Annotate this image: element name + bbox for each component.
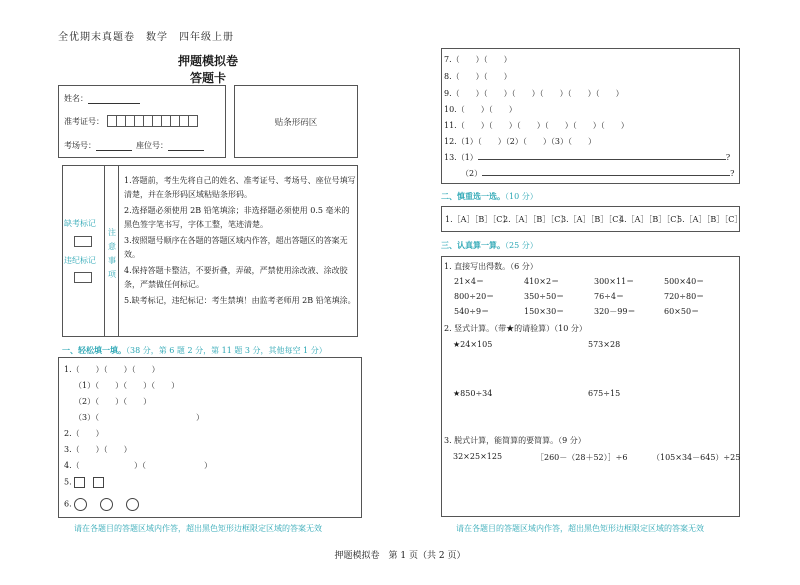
name-field[interactable]: 姓名： bbox=[64, 93, 140, 104]
q2-answers[interactable]: 2.（ ） bbox=[64, 429, 104, 438]
violation-mark-box[interactable] bbox=[74, 272, 92, 283]
q3-answers[interactable]: 3.（ ）（ ） bbox=[64, 445, 132, 454]
choice-2[interactable]: 2.［A］［B］［C］ bbox=[503, 215, 569, 224]
direct-calc-title: 1. 直接写出得数。（6 分） bbox=[444, 262, 538, 271]
notice-item: 4.保持答题卡整洁，不要折叠，弄破，严禁使用涂改液、涂改胶条，严禁做任何标记。 bbox=[124, 266, 348, 289]
section1-heading: 一、轻松填一填。（38 分，第 6 题 2 分，第 11 题 3 分，其他每空 1 分） bbox=[62, 346, 327, 355]
notice-item: 5.缺考标记，违纪标记：考生禁填！由监考老师用 2B 铅笔填涂。 bbox=[124, 296, 356, 305]
notice-item: 3.按照题号顺序在各题的答题区域内作答，超出答题区的答案无效。 bbox=[124, 236, 348, 259]
seat-field[interactable]: 座位号： bbox=[136, 140, 204, 151]
q1-3-open[interactable]: （3）（ bbox=[74, 413, 100, 422]
choice-4[interactable]: 4.［A］［B］［C］ bbox=[619, 215, 685, 224]
answer-box bbox=[93, 477, 104, 488]
barcode-label: 贴条形码区 bbox=[274, 118, 318, 128]
notice-item: 2.选择题必须使用 2B 铅笔填涂；非选择题必须使用 0.5 毫米的黑色签字笔书写，字体工整，笔迹清楚。 bbox=[124, 206, 350, 229]
notice-item: 1.答题前，考生先将自己的姓名、准考证号、考场号、座位号填写清楚，并在条形码区域粘贴条形码。 bbox=[124, 176, 356, 199]
notice-divider-2 bbox=[118, 165, 119, 337]
page-number: 押题模拟卷 第 1 页（共 2 页） bbox=[334, 551, 466, 561]
paper-title: 押题模拟卷 bbox=[177, 54, 238, 68]
exam-id-cells[interactable] bbox=[107, 115, 197, 127]
answer-circle bbox=[74, 498, 87, 511]
stepwise-calc-title: 3. 脱式计算，能简算的要简算。（9 分） bbox=[444, 436, 586, 445]
answer-card-title: 答题卡 bbox=[189, 71, 226, 85]
q1-3-close: ） bbox=[196, 413, 204, 422]
stepwise-item[interactable]: （105×34－645）÷25 bbox=[652, 453, 741, 462]
direct-item[interactable]: 60×50＝ bbox=[664, 307, 700, 316]
direct-calc-grid bbox=[454, 276, 734, 317]
choice-3[interactable]: 3.［A］［B］［C］ bbox=[561, 215, 627, 224]
vertical-item[interactable]: 573×28 bbox=[588, 340, 621, 349]
direct-item[interactable]: 500×40＝ bbox=[664, 277, 705, 286]
notice-divider-1 bbox=[104, 165, 105, 337]
q5-boxes[interactable]: 5. bbox=[64, 477, 104, 488]
q8-answers[interactable]: 8.（ ）（ ） bbox=[444, 72, 512, 81]
q4-mid[interactable]: ）（ bbox=[134, 461, 146, 470]
direct-item[interactable]: 720÷80＝ bbox=[664, 292, 705, 301]
fill-continued-box bbox=[441, 48, 740, 184]
q10-answers[interactable]: 10.（ ）（ ） bbox=[444, 105, 517, 114]
notice-items bbox=[124, 174, 356, 310]
direct-item[interactable]: 76÷4＝ bbox=[594, 292, 624, 301]
exam-id-field[interactable]: 准考证号： bbox=[64, 115, 197, 127]
footer-warning-right: 请在各题目的答题区域内作答，超出黑色矩形边框限定区域的答案无效 bbox=[456, 524, 704, 533]
footer-warning-left: 请在各题目的答题区域内作答，超出黑色矩形边框限定区域的答案无效 bbox=[74, 524, 322, 533]
vertical-calc-title: 2. 竖式计算。（带★的请验算）（10 分） bbox=[444, 324, 587, 333]
series-header: 全优期末真题卷 数学 四年级上册 bbox=[58, 32, 234, 43]
direct-item[interactable]: 410×2＝ bbox=[524, 277, 560, 286]
stepwise-item[interactable]: 32×25×125 bbox=[453, 452, 503, 461]
section2-heading: 二、慎重选一选。（10 分） bbox=[441, 192, 538, 201]
absent-mark-box[interactable] bbox=[74, 236, 92, 247]
q1-2-answers[interactable]: （2）（ ）（ ） bbox=[74, 397, 152, 406]
q4-close: ） bbox=[204, 461, 212, 470]
answer-circle bbox=[126, 498, 139, 511]
direct-item[interactable]: 320－99＝ bbox=[594, 307, 636, 316]
q6-circles[interactable]: 6. bbox=[64, 498, 139, 511]
direct-item[interactable]: 350÷50＝ bbox=[524, 292, 565, 301]
direct-item[interactable]: 540÷9＝ bbox=[454, 307, 490, 316]
q4-open[interactable]: 4.（ bbox=[64, 461, 80, 470]
answer-box bbox=[74, 477, 85, 488]
q13-1-answer[interactable]: 13.（1） ? bbox=[444, 153, 731, 162]
direct-item[interactable]: 300×11＝ bbox=[594, 277, 635, 286]
choice-1[interactable]: 1.［A］［B］［C］ bbox=[445, 215, 511, 224]
vertical-item[interactable]: 675÷15 bbox=[588, 389, 621, 398]
q13-2-answer[interactable]: （2） ? bbox=[461, 169, 735, 178]
vertical-item[interactable]: ★850÷34 bbox=[453, 389, 493, 398]
q1-answers[interactable]: 1.（ ）（ ）（ ） bbox=[64, 365, 160, 374]
vertical-item[interactable]: ★24×105 bbox=[453, 340, 493, 349]
q1-1-answers[interactable]: （1）（ ）（ ）（ ） bbox=[74, 381, 180, 390]
q12-answers[interactable]: 12.（1）（ ）（2）（ ）（3）（ ） bbox=[444, 137, 596, 146]
direct-item[interactable]: 150×30＝ bbox=[524, 307, 565, 316]
q11-answers[interactable]: 11.（ ）（ ）（ ）（ ）（ ）（ ） bbox=[444, 121, 629, 130]
answer-circle bbox=[100, 498, 113, 511]
q9-answers[interactable]: 9.（ ）（ ）（ ）（ ）（ ）（ ） bbox=[444, 89, 624, 98]
direct-item[interactable]: 800÷20＝ bbox=[454, 292, 495, 301]
direct-item[interactable]: 21×4＝ bbox=[454, 277, 484, 286]
stepwise-item[interactable]: ［260－（28＋52）］÷6 bbox=[536, 453, 628, 462]
room-field[interactable]: 考场号： bbox=[64, 140, 132, 151]
q7-answers[interactable]: 7.（ ）（ ） bbox=[444, 55, 512, 64]
section3-heading: 三、认真算一算。（25 分） bbox=[441, 241, 538, 250]
notice-title: 注 意 事 项 bbox=[108, 228, 116, 279]
absent-mark-label: 缺考标记 bbox=[64, 219, 96, 228]
violation-mark-label: 违纪标记 bbox=[64, 256, 96, 265]
choice-5[interactable]: 5.［A］［B］［C］ bbox=[677, 215, 743, 224]
